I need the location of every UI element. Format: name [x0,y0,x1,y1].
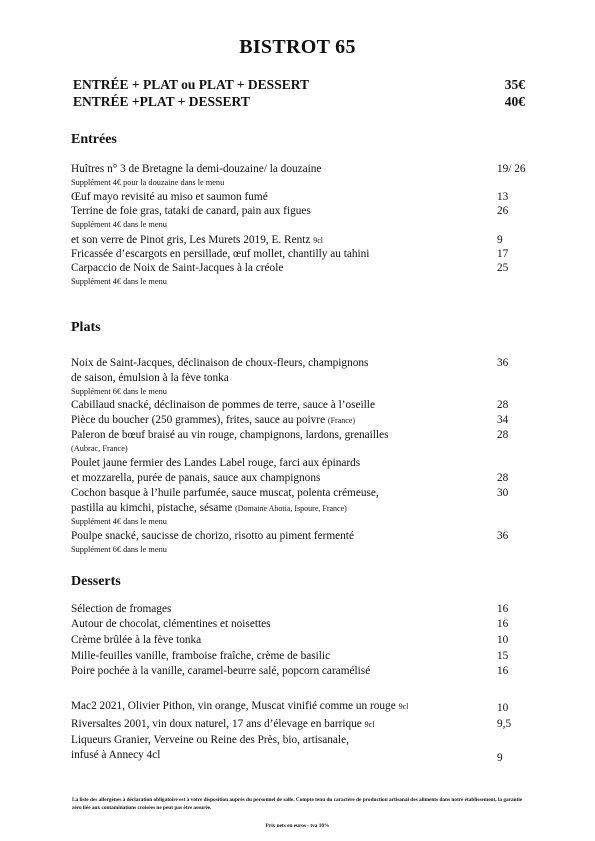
item-price: 13 [497,191,509,203]
item-price: 28 [497,472,509,484]
menu-item: Poulpe snacké, saucisse de chorizo, risotto au piment fermenté [71,530,354,542]
item-price: 25 [497,262,509,274]
item-price: 16 [497,618,509,630]
menu-item: Paleron de bœuf braisé au vin rouge, champignons, lardons, grenailles [71,429,389,441]
drink-item: infusé à Annecy 4cl [71,749,161,761]
drink-item: Liqueurs Granier, Verveine ou Reine des Près, bio, artisanale, [71,734,349,746]
restaurant-title: BISTROT 65 [239,36,356,58]
allergen-notice: La liste des allergènes à déclaration obligatoire est à votre disposition auprès du personnel de salle. Compte tenu du caractère de production artisanal des aliments dans notre établissement, la garantie zéro liée aux contaminations croisées ne peut pas être assurée. [72,797,523,811]
item-price: 26 [497,205,509,217]
menu-item: et son verre de Pinot gris, Les Murets 2019, E. Rentz 9cl [71,234,323,246]
supplement-note: Supplément 6€ dans le menu [71,545,167,554]
menu-item: Terrine de foie gras, tataki de canard, pain aux figues [71,205,311,217]
item-price: 9 [497,234,503,246]
supplement-note: Supplément 4€ dans le menu [71,277,167,286]
item-price: 19/ 26 [497,163,526,175]
menu-item: Crème brûlée à la fève tonka [71,634,202,646]
section-heading-entrees: Entrées [71,132,117,147]
formula-price: 40€ [504,94,525,109]
item-price: 9 [497,752,503,764]
menu-item: Huîtres n° 3 de Bretagne la demi-douzaine/ la douzaine [71,163,322,175]
drink-item: Mac2 2021, Olivier Pithon, vin orange, Muscat vinifié comme un rouge 9cl [71,700,409,712]
origin-note: (Aubrac, France) [71,444,128,453]
section-heading-desserts: Desserts [71,574,121,589]
item-price: 9,5 [497,718,512,730]
item-price: 17 [497,248,509,260]
menu-item: de saison, émulsion à la fève tonka [71,372,229,384]
formula-price: 35€ [504,77,525,92]
menu-item: Poulet jaune fermier des Landes Label rouge, farci aux épinards [71,457,361,469]
menu-item: Noix de Saint-Jacques, déclinaison de choux-fleurs, champignons [71,357,369,369]
item-price: 36 [497,357,509,369]
menu-item: pastilla au kimchi, pistache, sésame (Domaine Abotia, Ispoure, France) [71,502,347,514]
supplement-note: Supplément 4€ pour la douzaine dans le menu [71,178,225,187]
item-price: 10 [497,634,509,646]
supplement-note: Supplément 6€ dans le menu [71,387,167,396]
menu-item: Mille-feuilles vanille, framboise fraîche, crème de basilic [71,650,331,662]
menu-item: Fricassée d’escargots en persillade, œuf mollet, chantilly au tahini [71,248,370,260]
menu-item: et mozzarella, purée de panais, sauce aux champignons [71,472,321,484]
item-price: 36 [497,530,509,542]
item-price: 30 [497,487,509,499]
menu-item: Autour de chocolat, clémentines et noisettes [71,618,271,630]
item-price: 16 [497,665,509,677]
supplement-note: Supplément 4€ dans le menu [71,220,167,229]
menu-item: Sélection de fromages [71,603,172,615]
item-price: 28 [497,399,509,411]
menu-item: Pièce du boucher (250 grammes), frites, sauce au poivre (France) [71,414,356,426]
item-price: 28 [497,429,509,441]
formula-label: ENTRÉE + PLAT ou PLAT + DESSERT [73,77,309,92]
item-price: 34 [497,414,509,426]
item-price: 15 [497,650,509,662]
price-notice: Prix nets en euros - tva 10% [265,823,330,829]
menu-item: Œuf mayo revisité au miso et saumon fumé [71,191,268,203]
drink-item: Riversaltes 2001, vin doux naturel, 17 ans d’élevage en barrique 9cl [71,718,375,730]
menu-item: Poire pochée à la vanille, caramel-beurre salé, popcorn caramélisé [71,665,371,677]
item-price: 10 [497,702,509,714]
supplement-note: Supplément 4€ dans le menu [71,517,167,526]
menu-item: Cochon basque à l’huile parfumée, sauce muscat, polenta crémeuse, [71,487,379,499]
menu-item: Carpaccio de Noix de Saint-Jacques à la créole [71,262,284,274]
item-price: 16 [497,603,509,615]
section-heading-plats: Plats [71,320,101,335]
menu-item: Cabillaud snacké, déclinaison de pommes de terre, sauce à l’oseille [71,399,375,411]
formula-label: ENTRÉE +PLAT + DESSERT [73,94,250,109]
